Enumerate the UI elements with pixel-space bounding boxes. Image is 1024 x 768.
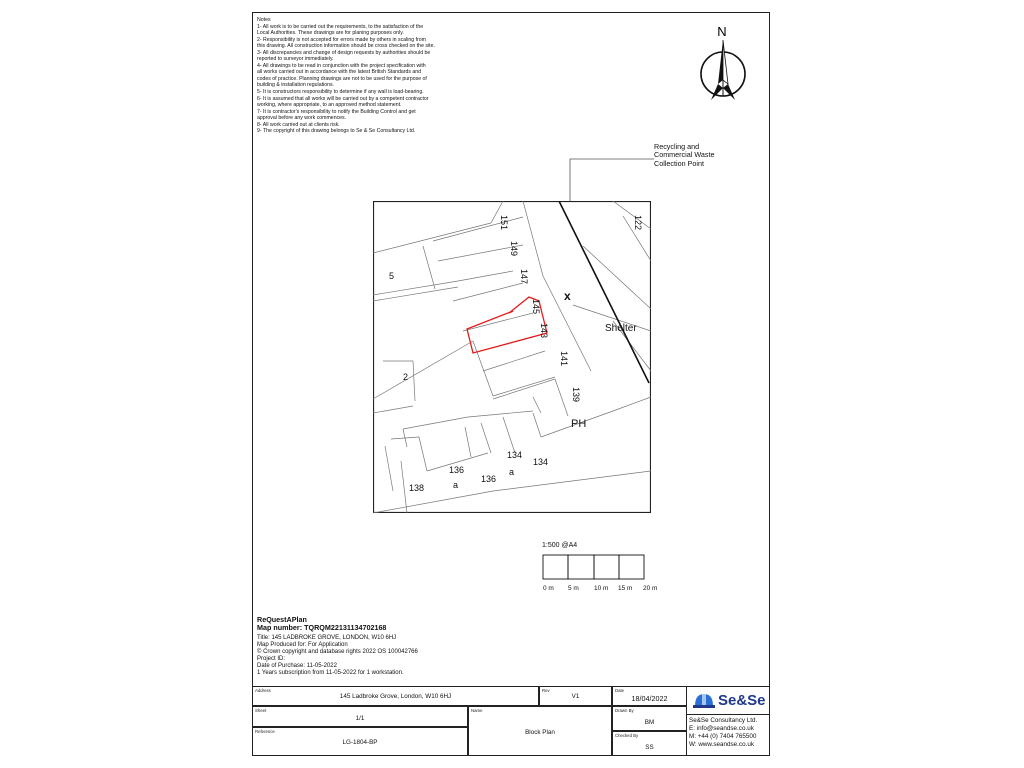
map-info-line: © Crown copyright and database rights 2022 OS 100042766 — [257, 649, 418, 656]
site-block-plan-map — [373, 201, 651, 513]
note-line: building & installation regulations. — [257, 82, 334, 89]
house-number-label: 134 — [533, 457, 549, 467]
provider-brand: ReQuestAPlan — [257, 615, 307, 624]
title-block — [252, 686, 770, 756]
callout-line: Commercial Waste — [654, 150, 715, 160]
note-line: working, where appropriate, to an approved method statement. — [257, 102, 402, 109]
company-website: W: www.seandse.co.uk — [689, 741, 754, 748]
date-value: 18/04/2022 — [631, 694, 668, 703]
drawn-by-value: BM — [644, 719, 655, 726]
reference-cell — [252, 727, 468, 756]
scale-tick-label: 15 m — [618, 585, 633, 592]
north-arrow-icon — [694, 22, 754, 104]
date-cell — [612, 686, 687, 706]
house-number-label: 122 — [633, 215, 643, 231]
name-label: Name — [471, 708, 483, 713]
house-number-label: 151 — [499, 215, 509, 231]
map-info-block — [257, 616, 418, 677]
rev-value: V1 — [571, 693, 580, 700]
compass-tail-left — [711, 84, 723, 100]
note-line: 1- All work is to be carried out the requirements, to the satisfaction of the — [257, 23, 424, 30]
compass-tail-right — [723, 84, 735, 100]
compass-needle-right — [723, 40, 728, 84]
house-number-label: 141 — [559, 351, 569, 367]
scale-tick-label: 5 m — [568, 585, 579, 592]
house-number-label: 145 — [531, 299, 541, 315]
note-line: 5- It is constructors responsibility to determine if any wall is load-bearing. — [257, 89, 424, 96]
scale-segment — [594, 555, 619, 579]
shelter-label: Shelter — [605, 323, 637, 334]
checked-by-cell — [612, 731, 687, 756]
notes-heading: Notes — [257, 17, 271, 23]
house-number-label: 138 — [409, 483, 425, 493]
note-line: codes of practice. Planning drawings are not to be used for the purpose of — [257, 75, 427, 82]
logo-text: Se&Se — [718, 692, 766, 709]
company-contact-block — [689, 717, 757, 749]
note-line: 9- The copyright of this drawing belongs to Se & Se Consultancy Ltd. — [257, 128, 416, 135]
waste-collection-callout — [654, 143, 714, 168]
house-number-label: 147 — [519, 269, 529, 285]
house-number-label: 149 — [509, 241, 519, 257]
house-number-suffix-label: a — [453, 480, 459, 490]
scale-tick-label: 10 m — [594, 585, 609, 592]
checked-by-label: Checked By — [615, 733, 639, 738]
scale-segment — [568, 555, 594, 579]
scale-bar-graphic — [530, 554, 670, 596]
name-value: Block Plan — [525, 729, 555, 736]
note-line: reported to surveyor immediately. — [257, 56, 334, 63]
revision-cell — [539, 686, 612, 706]
house-number-label: 134 — [507, 450, 523, 460]
notes-block — [257, 17, 487, 135]
note-line: 2- Responsibility is not accepted for errors made by others in scaling from — [257, 36, 426, 43]
drawing-name-cell — [468, 706, 612, 756]
scale-tick-label: 0 m — [543, 585, 554, 592]
house-number-label: 2 — [403, 372, 409, 382]
company-name: Se&Se Consultancy Ltd. — [689, 717, 758, 724]
note-line: this drawing. All construction information should be cross checked on the site. — [257, 43, 435, 50]
drawn-by-cell — [612, 706, 687, 731]
sheet-value: 1/1 — [355, 715, 365, 722]
sheet-label: Sheet — [255, 708, 267, 713]
company-mobile: M: +44 (0) 7404 765500 — [689, 733, 757, 740]
note-line: approval before any work commences. — [257, 115, 347, 122]
sheet-cell — [252, 706, 468, 727]
callout-line: Collection Point — [654, 158, 704, 168]
scale-title: 1:500 @A4 — [542, 542, 578, 549]
note-line: 3- All discrepancies and change of design requests by authorities should be — [257, 49, 431, 56]
drawn-by-label: Drawn By — [615, 708, 634, 713]
scale-bar — [530, 540, 670, 596]
scale-tick-label: 20 m — [643, 585, 658, 592]
map-info-line: Project ID: — [257, 656, 286, 663]
house-number-label: 5 — [389, 271, 395, 281]
reference-value: LG-1804-BP — [342, 739, 378, 746]
date-label: Date — [615, 688, 625, 693]
map-number: Map number: TQRQM22131134702168 — [257, 623, 387, 633]
map-info-line: Date of Purchase: 11-05-2022 — [257, 663, 337, 670]
north-label: N — [717, 24, 727, 39]
note-line: 6- It is assumed that all works will be carried out by a competent contractor — [257, 95, 429, 102]
house-number-label: 136 — [481, 474, 497, 484]
note-line: Local Authorities. These drawings are for planing purposes only. — [257, 30, 404, 37]
reference-label: Reference — [255, 729, 275, 734]
callout-line: Recycling and — [654, 142, 700, 151]
map-info-line: Map Produced for: For Application — [257, 642, 348, 649]
map-info-line: 1 Years subscription from 11-05-2022 for 1 workstation. — [257, 669, 404, 676]
pub-label: PH — [571, 418, 587, 430]
note-line: 4- All drawings to be read in conjunction with the project specification with — [257, 62, 426, 69]
address-cell — [252, 686, 539, 706]
company-logo — [686, 686, 770, 715]
note-line: all works carried out in accordance with the latest British Standards and — [257, 69, 422, 76]
map-info-line: Title: 145 LADBROKE GROVE, LONDON, W10 6HJ — [257, 635, 397, 642]
company-email: E: info@seandse.co.uk — [689, 725, 754, 732]
note-line: 8- All work carried out at clients risk. — [257, 121, 340, 128]
hard-hat-icon — [692, 690, 716, 712]
house-number-label: 139 — [571, 387, 581, 403]
address-value: 145 Ladbroke Grove, London, W10 6HJ — [339, 693, 452, 700]
address-label: Address — [255, 688, 271, 693]
collection-point-marker: x — [564, 289, 571, 303]
scale-segment — [619, 555, 644, 579]
checked-by-value: SS — [645, 744, 654, 751]
note-line: 7- It is contractor's responsibility to notify the Building Control and get — [257, 108, 416, 115]
house-number-label: 136 — [449, 465, 465, 475]
rev-label: Rev — [542, 688, 550, 693]
house-number-suffix-label: a — [509, 467, 515, 477]
compass-needle-left — [718, 40, 723, 84]
house-number-label: 143 — [539, 323, 549, 339]
scale-segment — [543, 555, 568, 579]
